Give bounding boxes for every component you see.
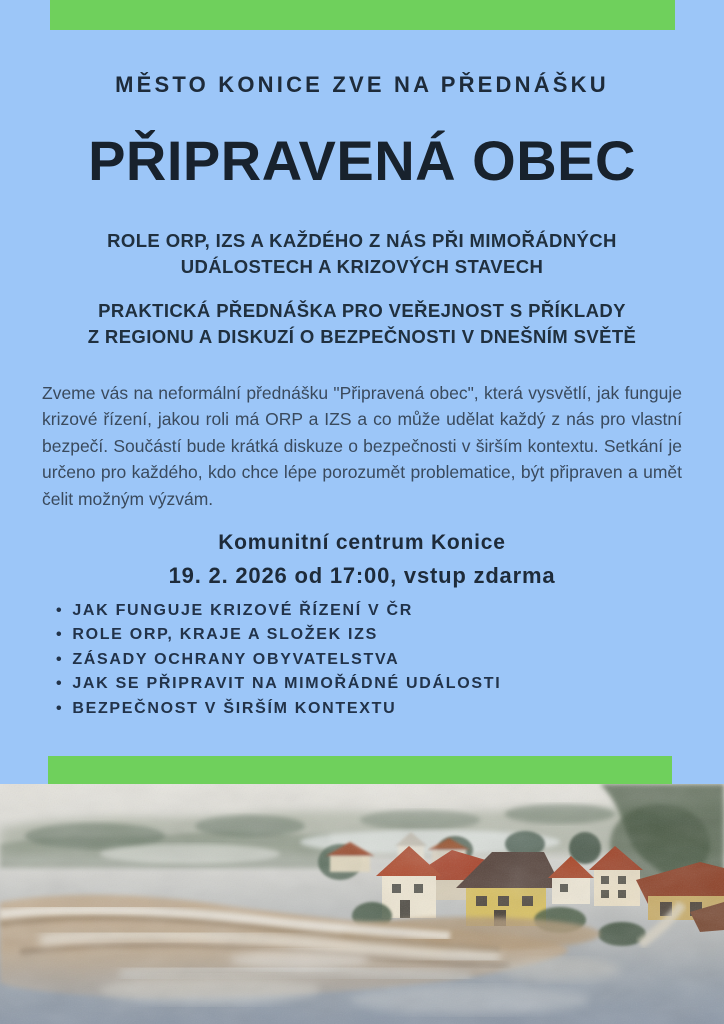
- subtitle-role-line2: UDÁLOSTECH A KRIZOVÝCH STAVECH: [180, 256, 544, 277]
- subtitle-practical-line2: Z REGIONU A DISKUZÍ O BEZPEČNOSTI V DNEŠNÍM SVĚTĚ: [87, 326, 637, 347]
- flooded-village-watercolor-image: [0, 784, 724, 1024]
- bottom-accent-bar: [48, 756, 672, 784]
- subtitle-practical-line1: PRAKTICKÁ PŘEDNÁŠKA PRO VEŘEJNOST S PŘÍKLADY: [98, 300, 626, 321]
- datetime-text: 19. 2. 2026 od 17:00, vstup zdarma: [168, 563, 556, 588]
- top-accent-bar: [50, 0, 675, 30]
- venue-text: Komunitní centrum Konice: [218, 531, 506, 554]
- topic-item: • ROLE ORP, KRAJE A SLOŽEK IZS: [56, 623, 676, 647]
- eyebrow-text: MĚSTO KONICE ZVE NA PŘEDNÁŠKU: [115, 72, 609, 97]
- page-title: PŘIPRAVENÁ OBEC: [88, 129, 636, 192]
- topic-item: • ZÁSADY OCHRANY OBYVATELSTVA: [56, 648, 676, 672]
- topic-item: • JAK SE PŘIPRAVIT NA MIMOŘÁDNÉ UDÁLOSTI: [56, 672, 676, 696]
- subtitle-practical: [30, 298, 694, 350]
- topic-item: • BEZPEČNOST V ŠIRŠÍM KONTEXTU: [56, 697, 676, 721]
- subtitle-role-line1: ROLE ORP, IZS A KAŽDÉHO Z NÁS PŘI MIMOŘÁDNÝCH: [107, 230, 617, 251]
- topics-list: [56, 599, 676, 721]
- subtitle-role: [30, 228, 694, 280]
- invitation-paragraph: Zveme vás na neformální přednášku "Připravená obec", která vysvětlí, jak funguje krizové řízení, jakou roli má ORP a IZS a co může udělat každý z nás pro vlastní bezpečí. Součástí bude krátká diskuze o bezpečnosti v širším kontextu. Setkání je určeno pro každého, kdo chce lépe porozumět problematice, být připraven a umět čelit možným výzvám.: [42, 382, 682, 509]
- topic-item: • JAK FUNGUJE KRIZOVÉ ŘÍZENÍ V ČR: [56, 599, 676, 623]
